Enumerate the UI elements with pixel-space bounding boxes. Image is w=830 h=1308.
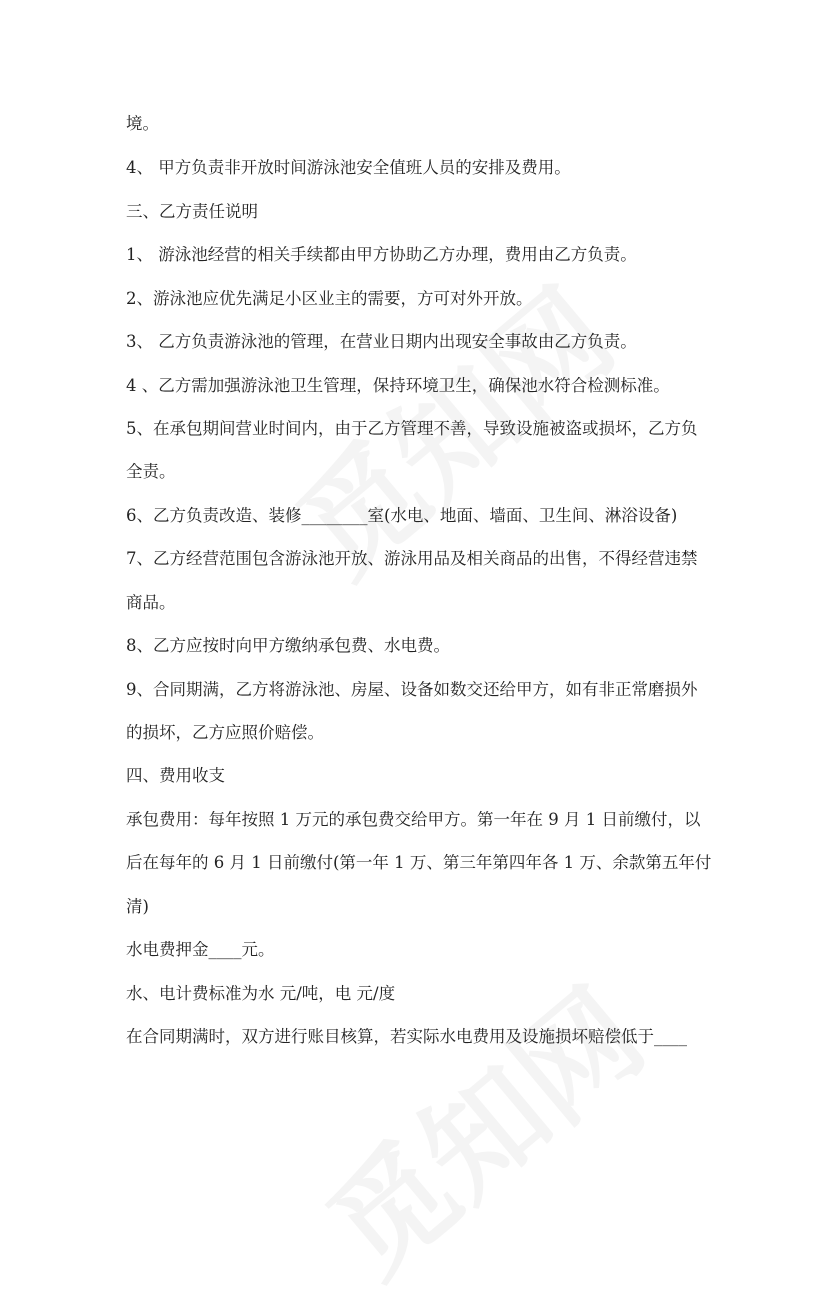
text-line: 6、乙方负责改造、装修________室(水电、地面、墙面、卫生间、淋浴设备) xyxy=(126,506,678,525)
text-line: 承包费用：每年按照 1 万元的承包费交给甲方。第一年在 9 月 1 日前缴付，以 xyxy=(126,810,701,829)
text-line: 1、 游泳池经营的相关手续都由甲方协助乙方办理，费用由乙方负责。 xyxy=(126,245,637,264)
text-line: 4 、乙方需加强游泳池卫生管理，保持环境卫生，确保池水符合检测标准。 xyxy=(126,376,670,395)
text-line: 2、游泳池应优先满足小区业主的需要，方可对外开放。 xyxy=(126,289,533,308)
text-line: 7、乙方经营范围包含游泳池开放、游泳用品及相关商品的出售，不得经营违禁 xyxy=(126,549,698,568)
text-line: 商品。 xyxy=(126,593,176,612)
text-line: 全责。 xyxy=(126,462,176,481)
text-line: 水、电计费标准为水 元/吨，电 元/度 xyxy=(126,984,396,1003)
text-line: 5、在承包期间营业时间内，由于乙方管理不善，导致设施被盗或损坏，乙方负 xyxy=(126,419,698,438)
text-line: 4、 甲方负责非开放时间游泳池安全值班人员的安排及费用。 xyxy=(126,158,571,177)
text-line: 水电费押金____元。 xyxy=(126,940,275,959)
text-line: 在合同期满时，双方进行账目核算，若实际水电费用及设施损坏赔偿低于____ xyxy=(126,1027,687,1046)
text-line: 的损坏，乙方应照价赔偿。 xyxy=(126,723,324,742)
text-line: 境。 xyxy=(126,114,159,133)
text-line: 8、乙方应按时向甲方缴纳承包费、水电费。 xyxy=(126,636,450,655)
section-heading: 四、费用收支 xyxy=(126,766,225,785)
section-heading: 三、乙方责任说明 xyxy=(126,202,258,221)
text-line: 清) xyxy=(126,897,149,916)
text-line: 3、 乙方负责游泳池的管理，在营业日期内出现安全事故由乙方负责。 xyxy=(126,332,637,351)
text-line: 后在每年的 6 月 1 日前缴付(第一年 1 万、第三年第四年各 1 万、余款第五年付 xyxy=(126,853,712,872)
text-line: 9、合同期满，乙方将游泳池、房屋、设备如数交还给甲方，如有非正常磨损外 xyxy=(126,680,698,699)
